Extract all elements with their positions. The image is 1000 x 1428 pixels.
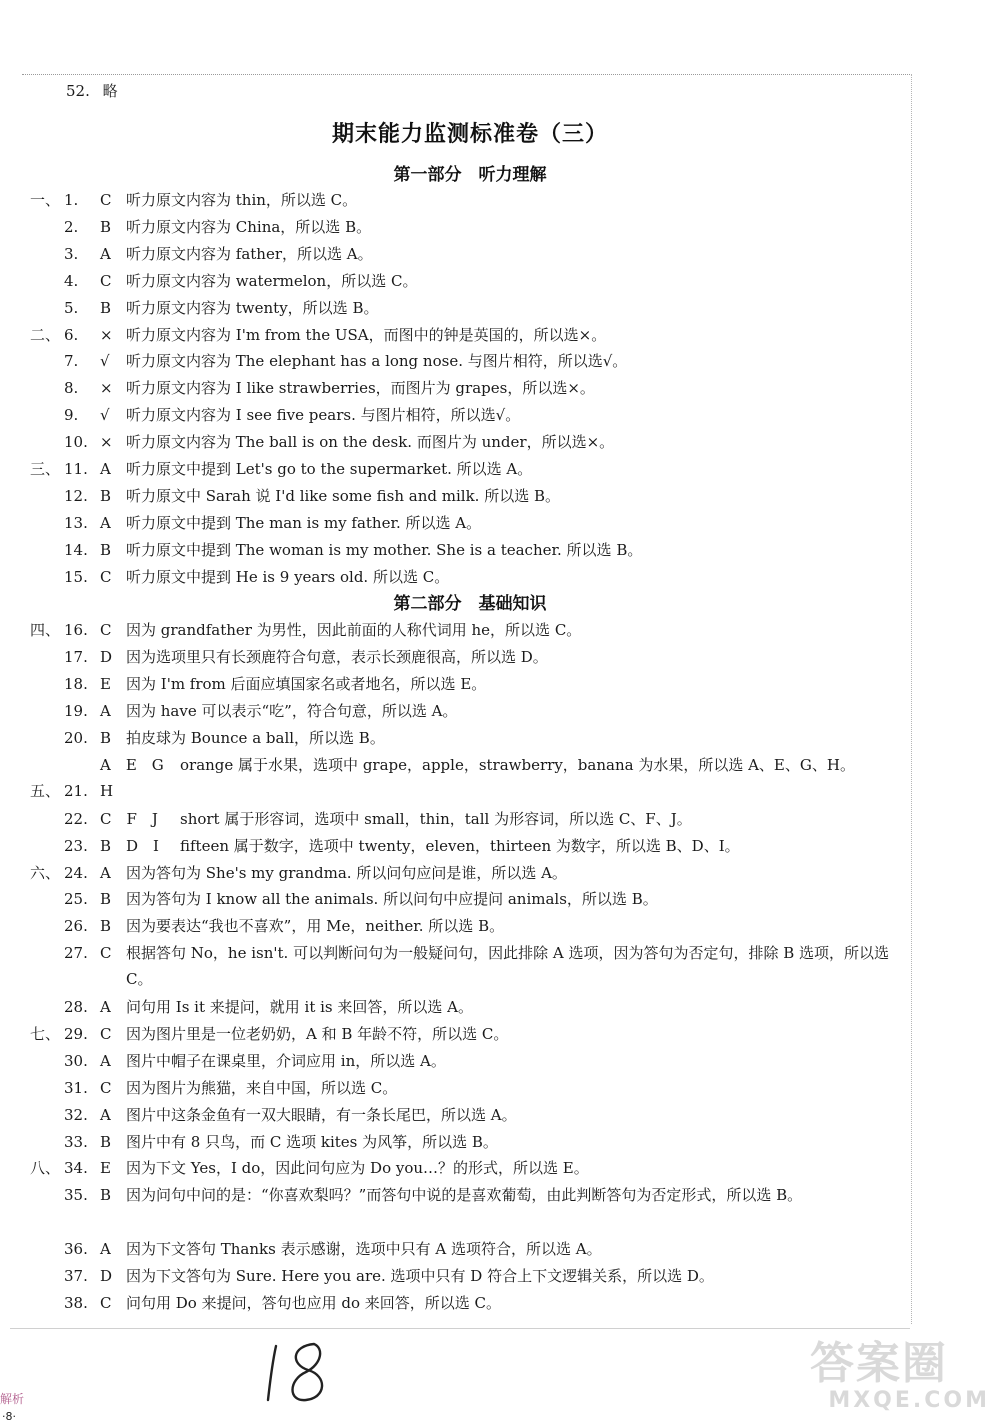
item-number: 52. — [66, 82, 90, 100]
answer-line — [30, 483, 910, 509]
answer-line — [30, 241, 910, 267]
answer-choice: × — [100, 433, 113, 452]
answer-explanation: 听力原文内容为 twenty，所以选 B。 — [126, 298, 379, 317]
answer-line — [30, 1129, 910, 1155]
answer-explanation: 听力原文内容为 thin，所以选 C。 — [126, 191, 358, 209]
answer-explanation: 因为 have 可以表示“吃”，符合句意，所以选 A。 — [126, 702, 458, 721]
answer-line — [30, 1155, 910, 1181]
answer-line — [30, 1236, 910, 1262]
watermark-url: MXQE.COM — [828, 1388, 990, 1413]
answer-explanation: 听力原文中提到 The man is my father. 所以选 A。 — [126, 513, 482, 532]
answer-line — [30, 806, 910, 832]
answer-explanation: 根据答句 No，he isn't. 可以判断问句为一般疑问句，因此排除 A 选项，因为答句为否定句，排除 B 选项，所以选 C。 — [126, 944, 890, 989]
answer-line — [30, 913, 910, 939]
question-number: 7. — [64, 352, 79, 371]
answer-line — [30, 402, 910, 428]
question-number: 5. — [64, 298, 79, 317]
answer-explanation: 因为答句为 She's my grandma. 所以问句应问是谁，所以选 A。 — [126, 863, 567, 882]
answer-explanation: 因为问句中问的是：“你喜欢梨吗？”而答句中说的是喜欢葡萄，由此判断答句为否定形式，所以选 B。 — [126, 1186, 803, 1205]
question-number: 35. — [64, 1186, 88, 1205]
section-number: 四、 — [30, 621, 61, 640]
answer-choice: √ — [100, 406, 110, 425]
answer-choice: A — [100, 702, 111, 721]
question-number: 20. — [64, 729, 88, 747]
question-number: 6. — [64, 325, 79, 344]
answer-choice: B — [100, 540, 112, 559]
answer-explanation: 问句用 Is it 来提问，就用 it is 来回答，所以选 A。 — [126, 998, 473, 1016]
answer-line — [30, 725, 910, 751]
question-number: 15. — [64, 567, 88, 586]
handwritten-page-number — [262, 1340, 342, 1404]
question-number: 31. — [64, 1078, 88, 1097]
answer-line — [30, 886, 910, 912]
answer-choice: C F J — [100, 809, 158, 828]
answer-choice: B — [100, 217, 112, 236]
section-number: 一、 — [30, 191, 61, 209]
answer-line — [30, 456, 910, 482]
question-number: 10. — [64, 433, 88, 452]
question-number: 36. — [64, 1240, 88, 1259]
answer-explanation: 因为 grandfather 为男性，因此前面的人称代词用 he，所以选 C。 — [126, 621, 582, 640]
answer-choice: B — [100, 486, 112, 505]
footer-label: 解析 — [0, 1392, 25, 1406]
answer-line — [30, 994, 910, 1020]
section-number: 八、 — [30, 1159, 61, 1178]
section-number: 二、 — [30, 325, 61, 344]
answer-choice: A — [100, 1240, 111, 1259]
answer-explanation: orange 属于水果，选项中 grape，apple，strawberry，banana 为水果，所以选 A、E、G、H。 — [180, 755, 855, 774]
question-number: 21. — [64, 781, 88, 800]
answer-explanation: 因为选项里只有长颈鹿符合句意，表示长颈鹿很高，所以选 D。 — [126, 648, 548, 667]
answer-line — [30, 940, 910, 992]
question-number: 12. — [64, 486, 88, 505]
answer-choice: B — [100, 729, 112, 747]
question-number: 24. — [64, 863, 88, 882]
answer-choice: C — [100, 1293, 112, 1312]
answer-explanation: 拍皮球为 Bounce a ball，所以选 B。 — [126, 729, 385, 747]
answer-line — [30, 268, 910, 294]
answer-choice: A — [100, 460, 111, 478]
question-number: 33. — [64, 1132, 88, 1151]
section-number: 七、 — [30, 1024, 61, 1043]
answer-explanation: 听力原文内容为 China，所以选 B。 — [126, 217, 372, 236]
answer-choice: C — [100, 944, 112, 963]
answer-line — [30, 1182, 910, 1234]
answer-explanation: 因为要表达“我也不喜欢”，用 Me，neither. 所以选 B。 — [126, 917, 505, 936]
section-heading-listening: 第一部分 听力理解 — [393, 165, 547, 185]
answer-choice: C — [100, 567, 112, 586]
answer-choice: C — [100, 1024, 112, 1043]
question-number: 37. — [64, 1267, 88, 1285]
answer-explanation: 因为 I'm from 后面应填国家名或者地名，所以选 E。 — [126, 675, 487, 694]
question-number: 26. — [64, 917, 88, 936]
answer-line — [30, 1075, 910, 1101]
answer-line — [30, 348, 910, 374]
answer-line — [30, 1263, 910, 1289]
answer-line — [30, 1102, 910, 1128]
section-number: 六、 — [30, 863, 61, 882]
section-heading-basics: 第二部分 基础知识 — [393, 593, 547, 614]
answer-explanation: 图片中这条金鱼有一双大眼睛，有一条长尾巴，所以选 A。 — [126, 1105, 517, 1124]
answer-explanation: 听力原文中 Sarah 说 I'd like some fish and milk. 所以选 B。 — [126, 486, 560, 505]
answer-explanation: 因为图片里是一位老奶奶，A 和 B 年龄不符，所以选 C。 — [126, 1024, 509, 1043]
question-number: 3. — [64, 244, 79, 263]
question-number: 30. — [64, 1051, 88, 1070]
answer-choice: D — [100, 648, 113, 667]
answer-choice: E — [100, 1159, 111, 1178]
answer-choice: E — [100, 675, 111, 694]
watermark-logo: 答案圈 — [810, 1338, 948, 1389]
section-number: 五、 — [30, 781, 61, 800]
answer-explanation: 听力原文内容为 The ball is on the desk. 而图片为 under，所以选×。 — [126, 433, 615, 452]
answer-line — [30, 1290, 910, 1316]
question-number: 22. — [64, 809, 88, 828]
answer-explanation: 因为答句为 I know all the animals. 所以问句中应提问 animals，所以选 B。 — [126, 890, 658, 909]
answer-line — [30, 833, 910, 859]
handwritten-number-text: 18 — [262, 1340, 264, 1341]
question-number: 4. — [64, 271, 79, 290]
answer-explanation: 听力原文内容为 The elephant has a long nose. 与图片相符，所以选√。 — [126, 352, 628, 371]
answer-choice: C — [100, 271, 112, 290]
question-number: 27. — [64, 944, 88, 963]
answer-line — [30, 860, 910, 886]
answer-choice: C — [100, 1078, 112, 1097]
answer-explanation: 因为下文答句为 Sure. Here you are. 选项中只有 D 符合上下文逻辑关系，所以选 D。 — [126, 1267, 714, 1285]
answer-explanation: 听力原文内容为 watermelon，所以选 C。 — [126, 271, 418, 290]
answer-explanation: 听力原文中提到 He is 9 years old. 所以选 C。 — [126, 567, 450, 586]
answer-choice: B — [100, 1186, 112, 1205]
question-number: 16. — [64, 621, 88, 640]
answer-explanation: short 属于形容词，选项中 small，thin，tall 为形容词，所以选 C、F、J。 — [180, 809, 692, 828]
answer-line — [30, 295, 910, 321]
answer-line — [30, 671, 910, 697]
site-watermark — [810, 1340, 990, 1420]
answer-choice: A — [100, 998, 111, 1016]
answer-choice: D — [100, 1267, 113, 1285]
answer-line — [30, 214, 910, 240]
answer-choice: A — [100, 1105, 111, 1124]
question-number: 18. — [64, 675, 88, 694]
answer-choice: A E G H — [100, 755, 179, 800]
answer-explanation: 听力原文内容为 father，所以选 A。 — [126, 244, 373, 263]
answer-explanation: 因为下文 Yes，I do，因此问句应为 Do you…？的形式，所以选 E。 — [126, 1159, 589, 1178]
answer-explanation: 图片中有 8 只鸟，而 C 选项 kites 为风筝，所以选 B。 — [126, 1132, 498, 1151]
item-answer: 略 — [102, 82, 118, 100]
answer-line — [30, 375, 910, 401]
question-number: 34. — [64, 1159, 88, 1178]
answer-line — [30, 510, 910, 536]
answer-line — [30, 644, 910, 670]
question-number: 11. — [64, 460, 88, 478]
question-number: 38. — [64, 1293, 88, 1312]
answer-choice: √ — [100, 352, 110, 371]
answer-choice: A — [100, 513, 111, 532]
answer-choice: A — [100, 1051, 111, 1070]
answer-line — [30, 698, 910, 724]
answer-line — [30, 429, 910, 455]
question-number: 28. — [64, 998, 88, 1016]
answer-explanation: 问句用 Do 来提问，答句也应用 do 来回答，所以选 C。 — [126, 1293, 502, 1312]
exam-title: 期末能力监测标准卷（三） — [331, 122, 608, 147]
question-number: 29. — [64, 1024, 88, 1043]
answer-choice: B — [100, 917, 112, 936]
question-number: 13. — [64, 513, 88, 532]
answer-line — [30, 752, 910, 804]
answer-choice: × — [100, 379, 113, 398]
question-number: 14. — [64, 540, 88, 559]
answer-line — [30, 537, 910, 563]
question-number: 17. — [64, 648, 88, 667]
answer-line — [30, 322, 910, 348]
answer-explanation: 因为下文答句 Thanks 表示感谢，选项中只有 A 选项符合，所以选 A。 — [126, 1240, 602, 1259]
answer-explanation: 听力原文内容为 I see five pears. 与图片相符，所以选√。 — [126, 406, 521, 425]
answer-choice: A — [100, 244, 111, 263]
question-number: 9. — [64, 406, 79, 425]
answer-explanation: 听力原文中提到 The woman is my mother. She is a teacher. 所以选 B。 — [126, 540, 643, 559]
answer-line — [30, 564, 910, 590]
answer-explanation: 因为图片为熊猫，来自中国，所以选 C。 — [126, 1078, 398, 1097]
previous-item — [66, 78, 118, 104]
answer-choice: B D I — [100, 836, 159, 855]
answer-choice: C — [100, 191, 112, 209]
answer-line — [30, 1048, 910, 1074]
answer-line — [30, 1021, 910, 1047]
answer-choice: B — [100, 298, 112, 317]
answer-choice: C — [100, 621, 112, 640]
answer-explanation: 听力原文内容为 I like strawberries，而图片为 grapes，所以选×。 — [126, 379, 595, 398]
question-number: 23. — [64, 836, 88, 855]
answer-line — [30, 187, 910, 213]
answer-explanation: 听力原文内容为 I'm from the USA，而图中的钟是英国的，所以选×。 — [126, 325, 607, 344]
question-number: 32. — [64, 1105, 88, 1124]
answer-line — [30, 617, 910, 643]
question-number: 2. — [64, 217, 79, 236]
answer-explanation: fifteen 属于数字，选项中 twenty，eleven，thirteen 为数字，所以选 B、D、I。 — [180, 836, 740, 855]
question-number: 8. — [64, 379, 79, 398]
answer-choice: B — [100, 890, 112, 909]
answer-choice: A — [100, 863, 111, 882]
question-number: 19. — [64, 702, 88, 721]
question-number: 1. — [64, 191, 79, 209]
section-number: 三、 — [30, 460, 61, 478]
question-number: 25. — [64, 890, 88, 909]
answer-choice: B — [100, 1132, 112, 1151]
answer-explanation: 图片中帽子在课桌里，介词应用 in，所以选 A。 — [126, 1051, 446, 1070]
footer-page-number: ·8· — [2, 1410, 16, 1423]
answer-explanation: 听力原文中提到 Let's go to the supermarket. 所以选 A。 — [126, 460, 533, 478]
answer-choice: × — [100, 325, 113, 344]
